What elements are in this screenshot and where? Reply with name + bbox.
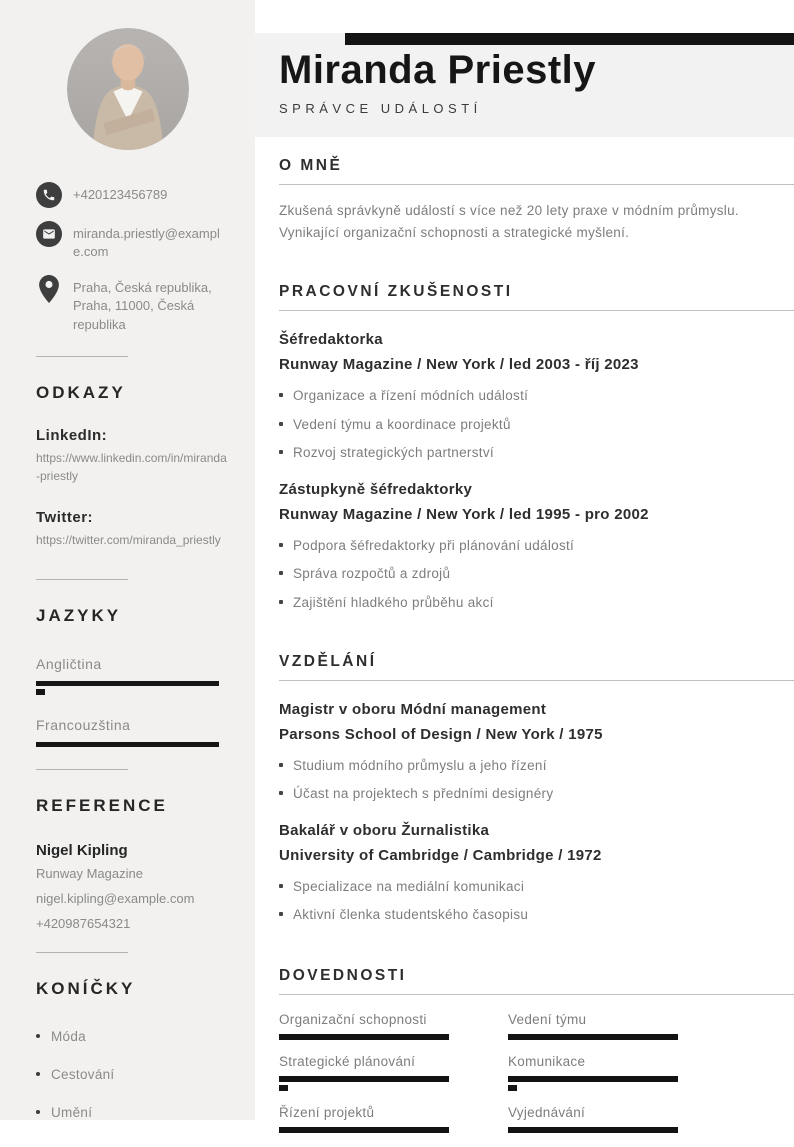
skill-level-bar bbox=[508, 1034, 678, 1040]
sidebar-divider bbox=[36, 356, 128, 357]
skill-level-bar bbox=[508, 1076, 678, 1082]
skill-name: Vyjednávání bbox=[508, 1104, 586, 1120]
skill-name: Řízení projektů bbox=[279, 1104, 375, 1120]
skills-grid bbox=[279, 1012, 794, 1147]
address-value: Praha, Česká republika, Praha, 11000, Česká republika bbox=[73, 279, 212, 332]
bullet-text: Specializace na mediální komunikaci bbox=[293, 878, 525, 894]
person-name: Miranda Priestly bbox=[279, 48, 597, 92]
bullet-text: Účast na projektech s předními designéry bbox=[293, 786, 554, 802]
skill-level-bar bbox=[508, 1127, 678, 1133]
bullet-square-icon bbox=[279, 571, 283, 575]
skill-item bbox=[508, 1054, 794, 1091]
sidebar-divider bbox=[36, 952, 128, 953]
bullet-square-icon bbox=[279, 422, 283, 426]
link-item-linkedin bbox=[36, 427, 255, 485]
job-title: Šéfredaktorka bbox=[279, 331, 383, 349]
bullet-dot-icon bbox=[36, 1072, 40, 1076]
hobby-item bbox=[36, 1105, 255, 1120]
header-band bbox=[255, 33, 794, 137]
contact-address bbox=[36, 275, 229, 334]
experience-heading: PRACOVNÍ ZKUŠENOSTI bbox=[279, 283, 513, 301]
bullet-text: Podpora šéfredaktorky při plánování událostí bbox=[293, 537, 575, 553]
about-text: Zkušená správkyně událostí s více než 20 lety praxe v módním průmyslu. Vynikající organizační schopnosti a strategické myšlení. bbox=[279, 203, 739, 240]
job-bullets bbox=[279, 386, 794, 463]
degree-title: Magistr v oboru Módní management bbox=[279, 700, 547, 718]
language-level-bar bbox=[36, 681, 219, 686]
degree-title: Bakalář v oboru Žurnalistika bbox=[279, 821, 490, 839]
section-education bbox=[255, 653, 794, 925]
accent-bar bbox=[345, 33, 794, 45]
bar-fragment bbox=[508, 1085, 517, 1091]
bullet-square-icon bbox=[279, 912, 283, 916]
degree-bullets bbox=[279, 877, 794, 925]
skill-item bbox=[508, 1012, 794, 1040]
bullet-item bbox=[279, 756, 794, 776]
skill-item bbox=[279, 1105, 508, 1133]
section-rule bbox=[279, 310, 794, 311]
bullet-text: Správa rozpočtů a zdrojů bbox=[293, 566, 451, 582]
language-item bbox=[36, 717, 255, 747]
bullet-dot-icon bbox=[36, 1110, 40, 1114]
language-item bbox=[36, 656, 255, 695]
hobby-item bbox=[36, 1067, 255, 1082]
hobby-item bbox=[36, 1029, 255, 1044]
bar-fragment bbox=[36, 689, 45, 695]
degree-meta: Parsons School of Design / New York / 1975 bbox=[279, 725, 603, 743]
hobby-label: Umění bbox=[51, 1104, 93, 1120]
contact-list bbox=[36, 182, 255, 334]
bullet-square-icon bbox=[279, 450, 283, 454]
bullet-square-icon bbox=[279, 763, 283, 767]
degree-meta: University of Cambridge / Cambridge / 1972 bbox=[279, 846, 602, 864]
reference-phone: +420987654321 bbox=[36, 915, 131, 931]
sidebar-divider bbox=[36, 579, 128, 580]
about-heading: O MNĚ bbox=[279, 157, 343, 174]
bullet-dot-icon bbox=[36, 1034, 40, 1038]
bullet-item bbox=[279, 536, 794, 556]
bullet-item bbox=[279, 905, 794, 925]
skill-level-bar bbox=[279, 1076, 449, 1082]
email-value: miranda.priestly@example.com bbox=[73, 226, 220, 260]
bullet-item bbox=[279, 415, 794, 435]
skills-heading: DOVEDNOSTI bbox=[279, 966, 407, 984]
skill-item bbox=[279, 1054, 508, 1091]
bullet-item bbox=[279, 593, 794, 613]
skill-level-bar bbox=[279, 1034, 449, 1040]
skill-level-bar bbox=[279, 1127, 449, 1133]
section-about bbox=[255, 157, 794, 243]
skill-item bbox=[279, 1012, 508, 1040]
sidebar-divider bbox=[36, 769, 128, 770]
bullet-item bbox=[279, 877, 794, 897]
reference-block bbox=[36, 842, 255, 934]
degree-bullets bbox=[279, 756, 794, 804]
main-content bbox=[255, 0, 794, 1120]
bullet-square-icon bbox=[279, 393, 283, 397]
bullet-text: Zajištění hladkého průběhu akcí bbox=[293, 595, 494, 610]
section-experience bbox=[255, 283, 794, 612]
hobby-label: Móda bbox=[51, 1028, 86, 1044]
hobbies-list bbox=[36, 1029, 255, 1120]
degree-entry bbox=[279, 697, 794, 804]
phone-value: +420123456789 bbox=[73, 187, 168, 202]
bullet-square-icon bbox=[279, 884, 283, 888]
bullet-item bbox=[279, 784, 794, 804]
bar-fragment bbox=[279, 1085, 288, 1091]
profile-photo-image bbox=[67, 28, 189, 150]
hobby-label: Cestování bbox=[51, 1066, 115, 1082]
sidebar bbox=[0, 0, 255, 1120]
job-entry bbox=[279, 327, 794, 463]
reference-heading: REFERENCE bbox=[36, 796, 168, 816]
language-level-bar bbox=[36, 742, 219, 747]
skill-name: Vedení týmu bbox=[508, 1011, 587, 1027]
education-heading: VZDĚLÁNÍ bbox=[279, 652, 377, 670]
phone-icon bbox=[36, 182, 62, 208]
bullet-text: Aktivní členka studentského časopisu bbox=[293, 907, 529, 923]
job-entry bbox=[279, 477, 794, 613]
twitter-url[interactable]: https://twitter.com/miranda_priestly bbox=[36, 533, 221, 548]
reference-name: Nigel Kipling bbox=[36, 842, 128, 860]
skill-name: Komunikace bbox=[508, 1053, 586, 1069]
linkedin-url[interactable]: https://www.linkedin.com/in/miranda-priestly bbox=[36, 451, 227, 484]
skill-item bbox=[508, 1105, 794, 1133]
profile-photo bbox=[67, 28, 189, 150]
bullet-item bbox=[279, 386, 794, 406]
hobbies-heading: KONÍČKY bbox=[36, 978, 136, 998]
link-item-twitter bbox=[36, 509, 255, 549]
contact-email bbox=[36, 221, 229, 262]
twitter-label: Twitter: bbox=[36, 509, 94, 527]
skill-name: Strategické plánování bbox=[279, 1053, 416, 1069]
bullet-item bbox=[279, 443, 794, 463]
bullet-text: Rozvoj strategických partnerství bbox=[293, 445, 494, 461]
languages-heading: JAZYKY bbox=[36, 606, 122, 626]
degree-entry bbox=[279, 818, 794, 925]
person-job-title: SPRÁVCE UDÁLOSTÍ bbox=[279, 101, 482, 116]
bullet-text: Studium módního průmyslu a jeho řízení bbox=[293, 757, 547, 773]
section-rule bbox=[279, 680, 794, 681]
bullet-square-icon bbox=[279, 543, 283, 547]
location-pin-icon bbox=[36, 275, 62, 303]
bullet-square-icon bbox=[279, 791, 283, 795]
linkedin-label: LinkedIn: bbox=[36, 427, 108, 445]
bullet-square-icon bbox=[279, 600, 283, 604]
job-title: Zástupkyně šéfredaktorky bbox=[279, 480, 473, 498]
bullet-text: Vedení týmu a koordinace projektů bbox=[293, 416, 511, 432]
bullet-item bbox=[279, 564, 794, 584]
links-heading: ODKAZY bbox=[36, 383, 126, 403]
job-meta: Runway Magazine / New York / led 1995 - pro 2002 bbox=[279, 505, 649, 523]
skill-name: Organizační schopnosti bbox=[279, 1011, 427, 1027]
language-name: Angličtina bbox=[36, 656, 102, 673]
job-meta: Runway Magazine / New York / led 2003 - říj 2023 bbox=[279, 356, 639, 374]
email-icon bbox=[36, 221, 62, 247]
section-rule bbox=[279, 994, 794, 995]
bullet-text: Organizace a řízení módních událostí bbox=[293, 388, 529, 404]
language-name: Francouzština bbox=[36, 717, 131, 734]
job-bullets bbox=[279, 536, 794, 613]
reference-company: Runway Magazine bbox=[36, 866, 143, 882]
section-rule bbox=[279, 184, 794, 185]
reference-email: nigel.kipling@example.com bbox=[36, 891, 195, 907]
contact-phone bbox=[36, 182, 229, 208]
